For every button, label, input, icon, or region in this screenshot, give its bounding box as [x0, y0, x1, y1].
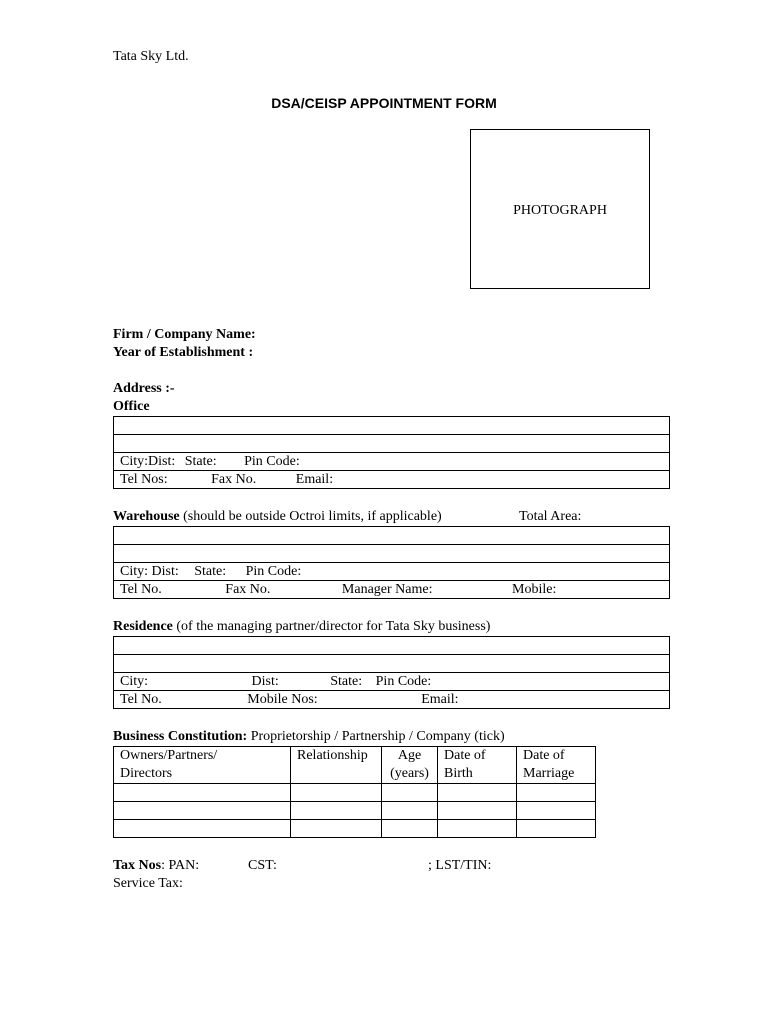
office-fax-label: Fax No.: [211, 472, 257, 487]
office-address-line-1[interactable]: [114, 417, 670, 435]
office-address-line-2[interactable]: [114, 435, 670, 453]
dom-cell[interactable]: [517, 802, 596, 820]
warehouse-pin-label: Pin Code:: [245, 564, 302, 579]
residence-label: Residence: [113, 619, 173, 634]
office-city-row[interactable]: [114, 453, 670, 471]
warehouse-state-label: State:: [194, 564, 227, 579]
owner-cell[interactable]: [114, 802, 291, 820]
owner-cell[interactable]: [114, 784, 291, 802]
residence-contact-row[interactable]: [114, 691, 670, 709]
warehouse-manager-label: Manager Name:: [341, 582, 433, 597]
residence-dist-label: Dist:: [251, 674, 279, 689]
photograph-label: PHOTOGRAPH: [513, 203, 607, 218]
warehouse-address-line-2[interactable]: [114, 545, 670, 563]
header-date-of-marriage: Date of Marriage: [517, 747, 596, 784]
residence-city-label: City:: [120, 674, 149, 689]
residence-mobile-label: Mobile Nos:: [247, 692, 318, 707]
warehouse-note: (should be outside Octroi limits, if applicable): [179, 509, 442, 524]
dom-cell[interactable]: [517, 820, 596, 838]
age-cell[interactable]: [382, 820, 438, 838]
address-label: Address :-: [113, 381, 175, 396]
photograph-box[interactable]: [470, 129, 650, 289]
tax-heading: [113, 858, 199, 874]
warehouse-city-label: City: Dist:: [120, 564, 179, 579]
business-constitution-label: Business Constitution:: [113, 729, 248, 744]
office-address-table: [113, 416, 670, 489]
warehouse-fax-label: Fax No.: [225, 582, 271, 597]
warehouse-tel-label: Tel No.: [120, 582, 162, 597]
firm-name-label: Firm / Company Name:: [113, 327, 256, 342]
residence-heading: [113, 619, 490, 635]
residence-table: [113, 636, 670, 709]
warehouse-label: Warehouse: [113, 509, 180, 524]
tax-pan-label: : PAN:: [161, 858, 200, 873]
office-pin-label: Pin Code:: [244, 454, 300, 469]
warehouse-city-row[interactable]: [114, 563, 670, 581]
header-owners: Owners/Partners/ Directors: [114, 747, 291, 784]
business-constitution-heading: [113, 729, 505, 745]
warehouse-total-area-label: Total Area:: [519, 509, 582, 524]
header-relationship: Relationship: [291, 747, 382, 784]
header-age: Age (years): [382, 747, 438, 784]
office-tel-label: Tel Nos:: [120, 472, 168, 487]
office-contact-row[interactable]: [114, 471, 670, 489]
form-title: DSA/CEISP APPOINTMENT FORM: [271, 95, 497, 111]
residence-state-label: State:: [330, 674, 363, 689]
business-constitution-table: [113, 746, 596, 838]
residence-address-line-2[interactable]: [114, 655, 670, 673]
residence-pin-label: Pin Code:: [375, 674, 432, 689]
table-row: [114, 802, 596, 820]
tax-lst-label: ; LST/TIN:: [428, 858, 492, 873]
warehouse-table: [113, 526, 670, 599]
age-cell[interactable]: [382, 784, 438, 802]
tax-cst-label: CST:: [248, 858, 277, 873]
residence-city-row[interactable]: [114, 673, 670, 691]
dob-cell[interactable]: [438, 784, 517, 802]
company-name: Tata Sky Ltd.: [113, 49, 189, 64]
dob-cell[interactable]: [438, 802, 517, 820]
year-established-label: Year of Establishment :: [113, 345, 254, 360]
table-row: [114, 820, 596, 838]
warehouse-address-line-1[interactable]: [114, 527, 670, 545]
dom-cell[interactable]: [517, 784, 596, 802]
service-tax-label: Service Tax:: [113, 876, 183, 891]
residence-tel-label: Tel No.: [120, 692, 162, 707]
office-label: Office: [113, 399, 150, 414]
office-city-label: City:Dist:: [120, 454, 176, 469]
warehouse-mobile-label: Mobile:: [512, 582, 557, 597]
residence-address-line-1[interactable]: [114, 637, 670, 655]
residence-note: (of the managing partner/director for Tata Sky business): [172, 619, 491, 634]
relationship-cell[interactable]: [291, 802, 382, 820]
warehouse-contact-row[interactable]: [114, 581, 670, 599]
office-state-label: State:: [184, 454, 217, 469]
relationship-cell[interactable]: [291, 820, 382, 838]
office-email-label: Email:: [295, 472, 334, 487]
tax-label: Tax Nos: [113, 858, 162, 873]
header-date-of-birth: Date of Birth: [438, 747, 517, 784]
warehouse-heading: [113, 509, 442, 525]
owner-cell[interactable]: [114, 820, 291, 838]
relationship-cell[interactable]: [291, 784, 382, 802]
table-row: [114, 784, 596, 802]
dob-cell[interactable]: [438, 820, 517, 838]
age-cell[interactable]: [382, 802, 438, 820]
business-constitution-options[interactable]: Proprietorship / Partnership / Company (tick): [247, 729, 505, 744]
residence-email-label: Email:: [421, 692, 459, 707]
